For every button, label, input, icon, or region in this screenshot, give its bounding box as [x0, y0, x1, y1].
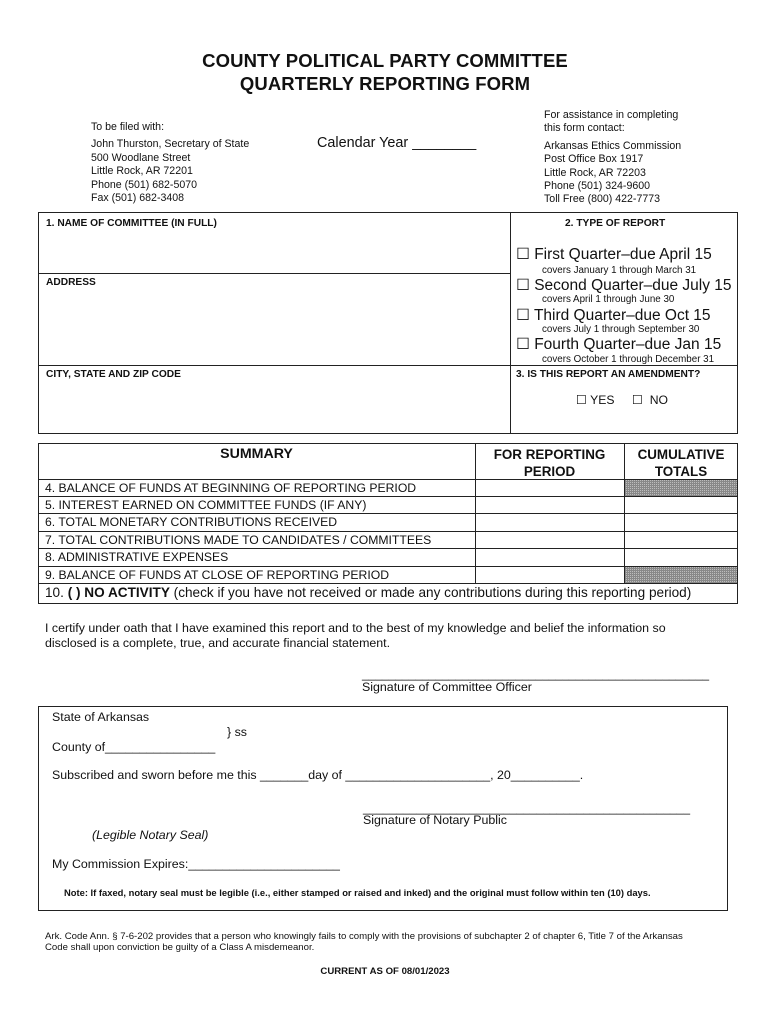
checkbox-icon[interactable]: ☐ [516, 335, 530, 353]
divider [510, 212, 511, 434]
reporting-period-cell[interactable] [476, 497, 624, 513]
summary-heading: SUMMARY [220, 446, 293, 462]
checkbox-icon[interactable]: ☐ [516, 245, 530, 263]
divider [38, 273, 510, 274]
notary-seal-label: (Legible Notary Seal) [92, 828, 209, 842]
report-type-label-text: Second Quarter–due July 15 [534, 277, 732, 294]
officer-signature-label: Signature of Committee Officer [362, 680, 532, 694]
reporting-period-cell[interactable] [476, 514, 624, 531]
filing-line: John Thurston, Secretary of State [91, 138, 250, 151]
form-title-line-2: QUARTERLY REPORTING FORM [239, 73, 531, 94]
legal-notice-2: Code shall upon conviction be guilty of a Class A misdemeanor. [45, 942, 315, 953]
summary-row-label: 5. INTEREST EARNED ON COMMITTEE FUNDS (IF ANY) [45, 498, 367, 512]
address-label: ADDRESS [46, 277, 96, 288]
no-activity-label[interactable]: ( ) NO ACTIVITY [67, 585, 170, 600]
shaded-cell [625, 480, 737, 496]
checkbox-icon[interactable]: ☐ [516, 306, 530, 324]
certification-text-1: I certify under oath that I have examined this report and to the best of my knowledge and belief the information so [45, 621, 666, 635]
city-state-zip-label: CITY, STATE AND ZIP CODE [46, 369, 181, 380]
form-title-line-1: COUNTY POLITICAL PARTY COMMITTEE [202, 50, 568, 71]
notary-county-field[interactable]: County of________________ [52, 740, 216, 754]
cumulative-cell[interactable] [625, 549, 737, 566]
reporting-period-header: FOR REPORTING PERIOD [493, 447, 606, 479]
no-activity-row[interactable] [45, 585, 691, 600]
amendment-yes-option[interactable] [576, 393, 615, 407]
commission-expires-field[interactable]: My Commission Expires:______________________ [52, 857, 340, 871]
assistance-line: Toll Free (800) 422-7773 [544, 193, 661, 206]
notary-ss: } ss [227, 725, 247, 739]
summary-row-label: 9. BALANCE OF FUNDS AT CLOSE OF REPORTING PERIOD [45, 568, 390, 582]
amendment-yes-label: YES [590, 393, 615, 407]
amendment-label: 3. IS THIS REPORT AN AMENDMENT? [516, 369, 701, 380]
report-type-third-quarter[interactable] [516, 306, 711, 325]
report-type-label-text: Fourth Quarter–due Jan 15 [534, 336, 722, 353]
assistance-line: Phone (501) 324-9600 [544, 180, 651, 193]
report-type-label-text: First Quarter–due April 15 [534, 246, 712, 263]
filing-intro: To be filed with: [91, 121, 165, 133]
committee-name-field[interactable] [40, 233, 508, 271]
certification-text-2: disclosed is a complete, true, and accurate financial statement. [45, 636, 391, 650]
notary-state: State of Arkansas [52, 710, 150, 724]
cumulative-cell[interactable] [625, 497, 737, 513]
calendar-year-field[interactable]: Calendar Year ________ [317, 135, 477, 151]
reporting-period-cell[interactable] [476, 549, 624, 566]
summary-row-label: 4. BALANCE OF FUNDS AT BEGINNING OF REPORTING PERIOD [45, 481, 417, 495]
amendment-no-label: NO [649, 393, 668, 407]
officer-signature-line[interactable]: ____________________________________________________ [362, 667, 710, 681]
committee-name-label: 1. NAME OF COMMITTEE (IN FULL) [46, 218, 217, 229]
filing-line: Fax (501) 682-3408 [91, 192, 185, 205]
reporting-period-cell[interactable] [476, 567, 624, 583]
shaded-cell [625, 567, 737, 583]
summary-row-label: 7. TOTAL CONTRIBUTIONS MADE TO CANDIDATES / COMMITTEES [45, 533, 432, 547]
notary-subscribed-field[interactable]: Subscribed and sworn before me this _______day of _____________________, 20__________. [52, 768, 584, 782]
filing-line: Phone (501) 682-5070 [91, 178, 198, 191]
report-type-second-quarter[interactable] [516, 276, 732, 295]
assistance-intro: For assistance in completing [544, 109, 679, 121]
divider [38, 365, 738, 366]
filing-line: Little Rock, AR 72201 [91, 165, 193, 178]
city-state-zip-field[interactable] [40, 384, 508, 432]
notary-signature-label: Signature of Notary Public [363, 813, 507, 827]
report-type-first-quarter[interactable] [516, 245, 712, 264]
cumulative-cell[interactable] [625, 532, 737, 548]
report-type-coverage: covers January 1 through March 31 [542, 265, 697, 276]
divider [38, 583, 738, 584]
cumulative-cell[interactable] [625, 514, 737, 531]
summary-row-label: 6. TOTAL MONETARY CONTRIBUTIONS RECEIVED [45, 515, 338, 529]
assistance-line: Arkansas Ethics Commission [544, 139, 682, 152]
filing-block [91, 121, 249, 205]
assistance-intro: this form contact: [544, 122, 625, 135]
no-activity-note: (check if you have not received or made any contributions during this reporting period) [173, 585, 692, 600]
notary-signature-line[interactable]: _________________________________________________ [363, 801, 691, 815]
report-type-coverage: covers October 1 through December 31 [542, 354, 715, 365]
report-type-label: 2. TYPE OF REPORT [565, 218, 666, 229]
reporting-period-cell[interactable] [476, 480, 624, 496]
address-field[interactable] [40, 292, 508, 363]
assistance-line: Little Rock, AR 72203 [544, 166, 646, 179]
checkbox-icon[interactable]: ☐ [516, 276, 530, 294]
reporting-period-cell[interactable] [476, 532, 624, 548]
revision-date: CURRENT AS OF 08/01/2023 [320, 966, 450, 977]
legal-notice-1: Ark. Code Ann. § 7-6-202 provides that a person who knowingly fails to comply with the provisions of subchapter 2 of chapter 6, Title 7 of the Arkansas [45, 931, 683, 942]
report-type-fourth-quarter[interactable] [516, 335, 721, 354]
checkbox-icon[interactable]: ☐ [632, 393, 643, 407]
report-type-coverage: covers April 1 through June 30 [542, 294, 675, 305]
cumulative-totals-header: CUMULATIVE TOTALS [637, 447, 725, 479]
report-type-label-text: Third Quarter–due Oct 15 [533, 307, 711, 324]
filing-line: 500 Woodlane Street [91, 151, 191, 164]
checkbox-icon[interactable]: ☐ [576, 393, 587, 407]
assistance-block [544, 109, 681, 207]
summary-row-label: 8. ADMINISTRATIVE EXPENSES [45, 550, 229, 564]
assistance-line: Post Office Box 1917 [544, 153, 644, 166]
notary-note: Note: If faxed, notary seal must be legible (i.e., either stamped or raised and inked) and the original must follow within ten (10) days. [64, 887, 651, 898]
amendment-no-option[interactable] [632, 393, 668, 407]
no-activity-number: 10. [45, 585, 64, 600]
report-type-coverage: covers July 1 through September 30 [542, 324, 700, 335]
